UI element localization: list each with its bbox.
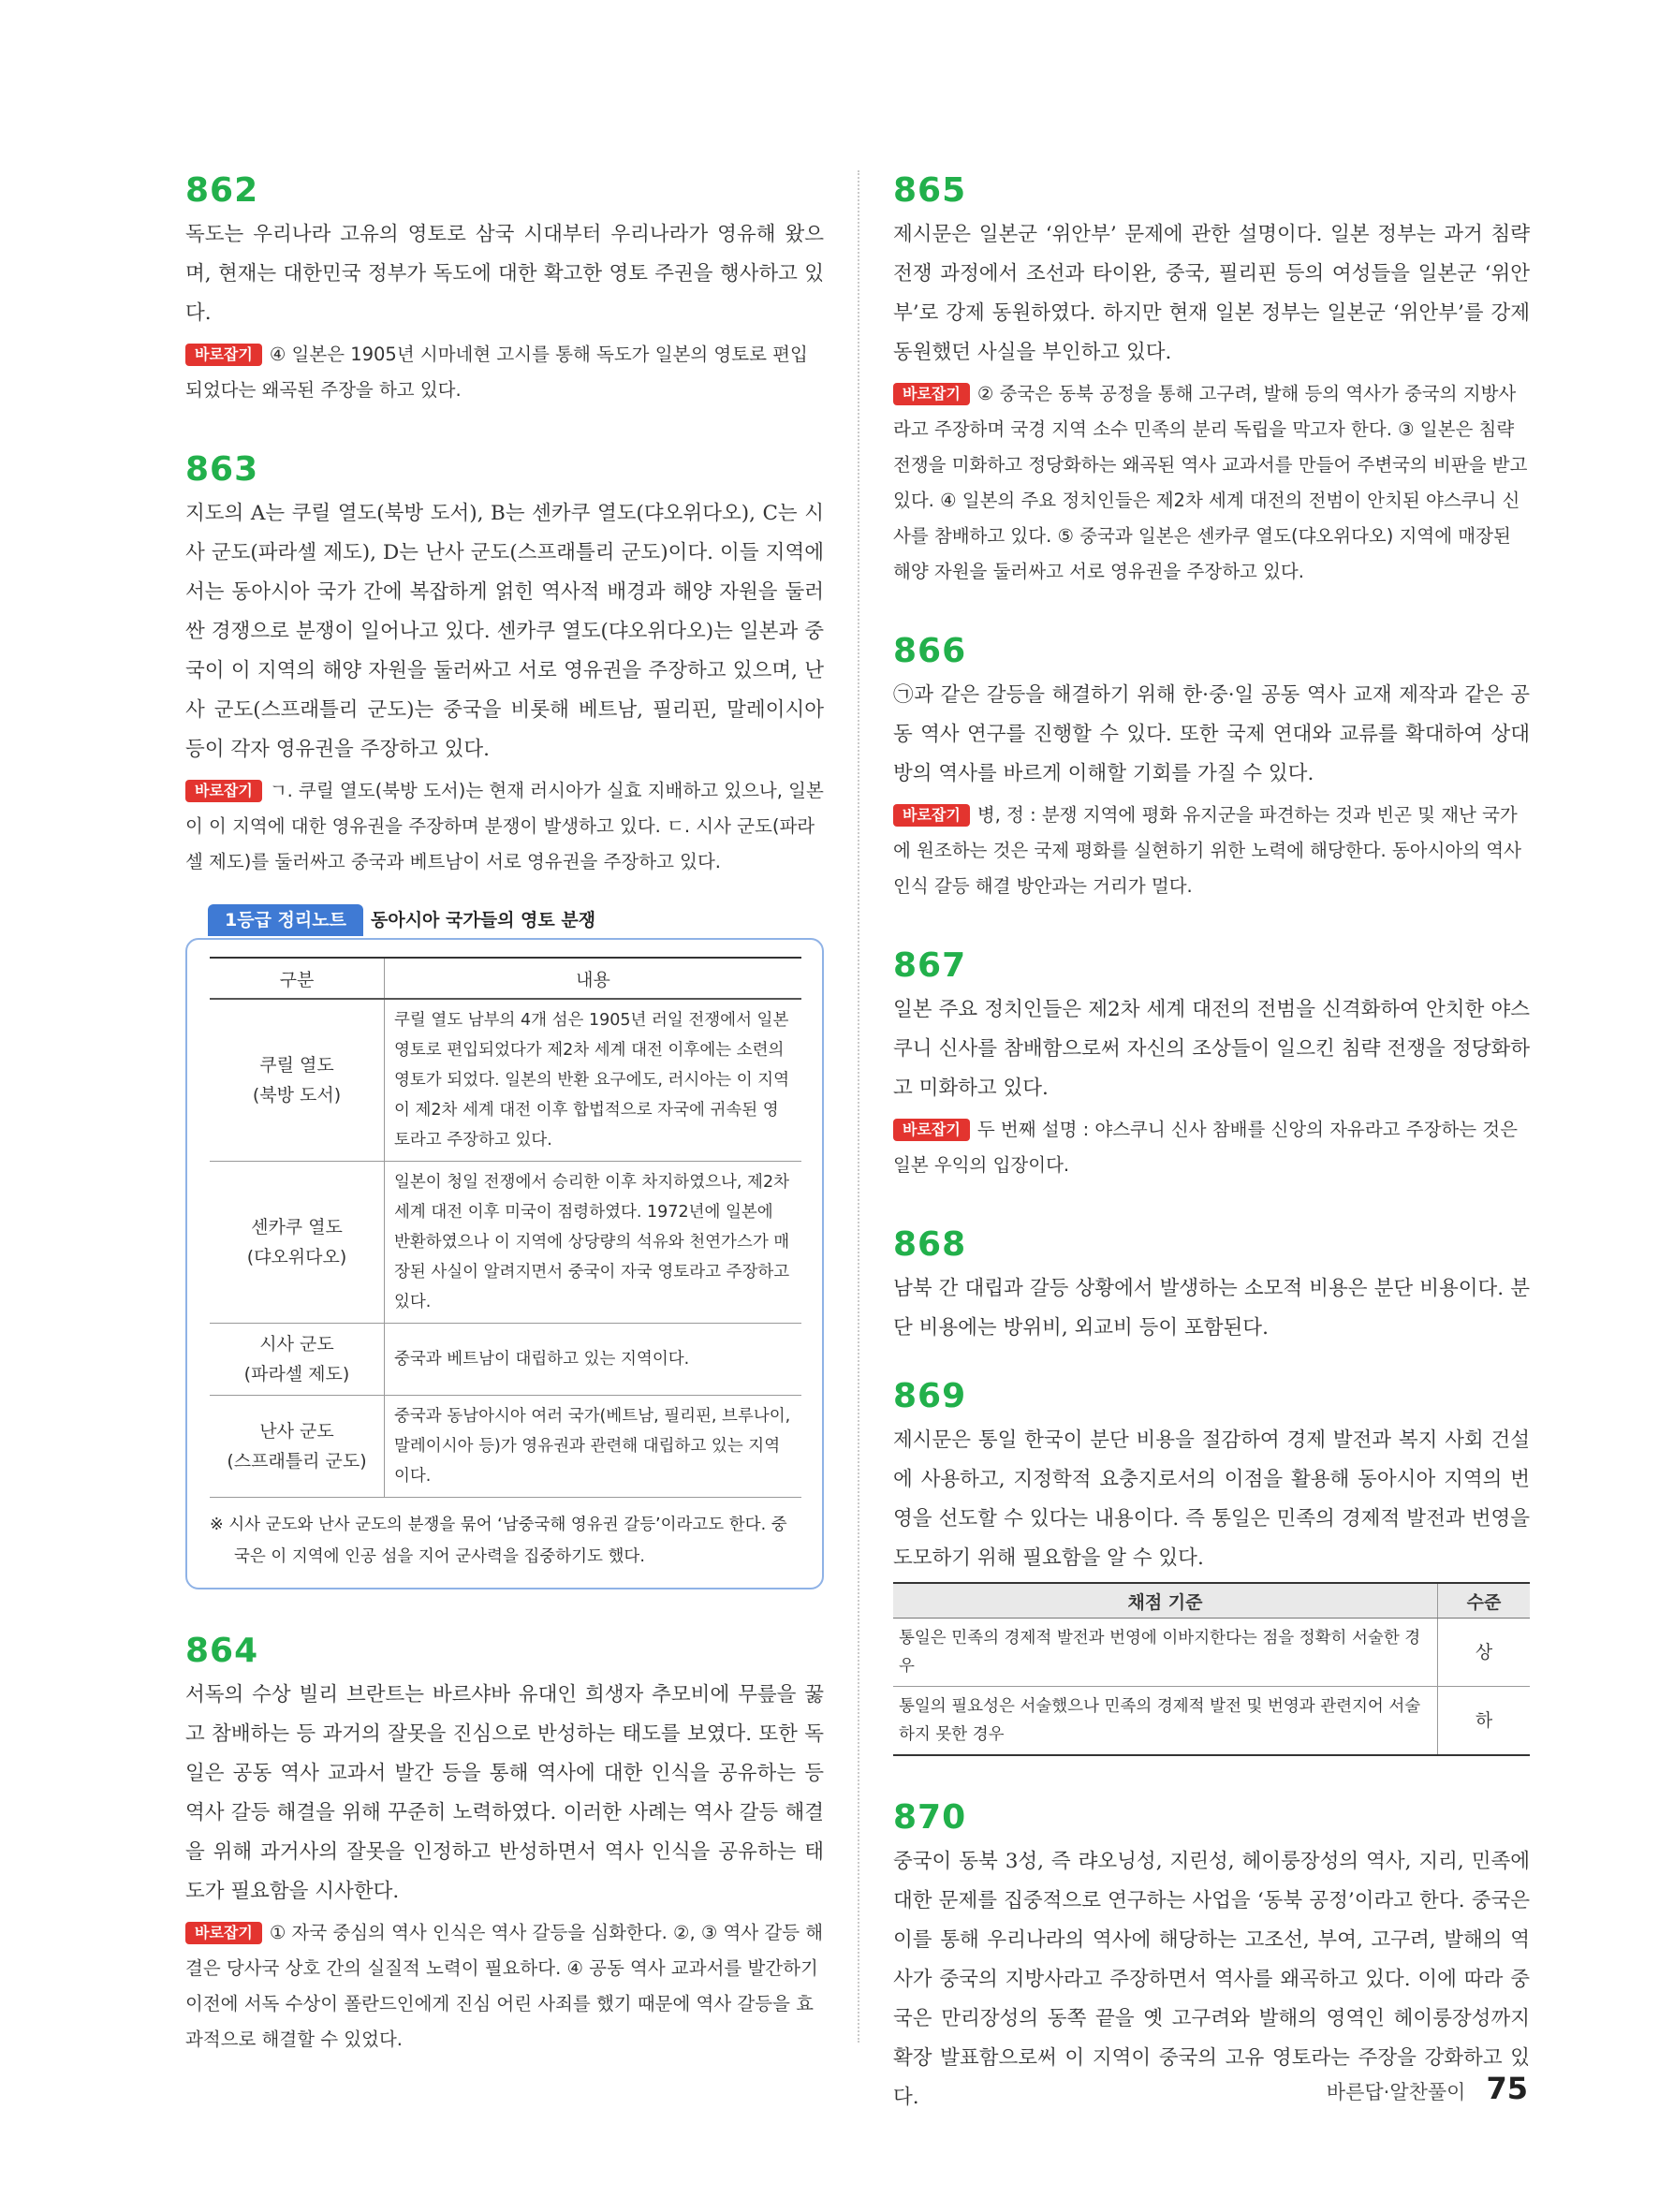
table-row	[210, 999, 801, 1162]
correction-text: ② 중국은 동북 공정을 통해 고구려, 발해 등의 역사가 중국의 지방사라고 주장하며 국경 지역 소수 민족의 분리 독립을 막고자 한다. ③ 일본은 침략 전쟁을 미화하고 정당화하는 왜곡된 역사 교과서를 만들어 주변국의 비판을 받고 있다. ④ 일본의 주요 정치인들은 제2차 세계 대전의 전범이 안치된 야스쿠니 신사를 참배하고 있다. ⑤ 중국과 일본은 센카쿠 열도(댜오위다오) 지역에 매장된 해양 자원을 둘러싸고 서로 영유권을 주장하고 있다.	[893, 383, 1528, 582]
correction-badge: 바로잡기	[185, 780, 262, 802]
summary-note-title: 동아시아 국가들의 영토 분쟁	[371, 910, 596, 930]
footer-label: 바른답·알찬풀이	[1326, 2081, 1466, 2103]
question-number: 863	[185, 450, 259, 489]
question-number: 865	[893, 171, 967, 210]
summary-note-box	[185, 938, 824, 1589]
scoring-criteria-table	[893, 1582, 1530, 1756]
table-row	[893, 1619, 1530, 1687]
correction-note	[893, 376, 1530, 590]
correction-text: 두 번째 설명 : 야스쿠니 신사 참배를 신앙의 자유라고 주장하는 것은 일본 우익의 입장이다.	[893, 1119, 1518, 1176]
column-header-key: 구분	[210, 958, 385, 999]
answer-explanation: 독도는 우리나라 고유의 영토로 삼국 시대부터 우리나라가 영유해 왔으며, 현재는 대한민국 정부가 독도에 대한 확고한 영토 주권을 행사하고 있다.	[185, 223, 824, 325]
correction-badge: 바로잡기	[893, 383, 970, 405]
question-number: 870	[893, 1798, 967, 1837]
answer-863	[185, 449, 824, 880]
summary-note	[185, 904, 824, 1589]
row-key: 쿠릴 열도 (북방 도서)	[210, 999, 385, 1162]
answer-explanation: 서독의 수상 빌리 브란트는 바르샤바 유대인 희생자 추모비에 무릎을 꿇고 참배하는 등 과거의 잘못을 진심으로 반성하는 태도를 보였다. 또한 독일은 공동 역사 교과서 발간 등을 통해 역사에 대한 인식을 공유하는 등 역사 갈등 해결을 위해 꾸준히 노력하였다. 이러한 사례는 역사 갈등 해결을 위해 과거사의 잘못을 인정하고 반성하면서 역사 인식을 공유하는 태도가 필요함을 시사한다.	[185, 1683, 824, 1903]
page-footer	[1327, 2071, 1528, 2106]
answer-explanation: 일본 주요 정치인들은 제2차 세계 대전의 전범을 신격화하여 안치한 야스쿠니 신사를 참배함으로써 자신의 조상들이 일으킨 침략 전쟁을 정당화하고 미화하고 있다.	[893, 998, 1530, 1100]
correction-note	[185, 773, 824, 880]
row-content: 중국과 동남아시아 여러 국가(베트남, 필리핀, 브루나이, 말레이시아 등)가 영유권과 관련해 대립하고 있는 지역이다.	[385, 1396, 802, 1498]
scoring-header-level: 수준	[1438, 1583, 1531, 1619]
scoring-level: 하	[1438, 1687, 1531, 1756]
summary-note-tab: 1등급 정리노트	[208, 904, 363, 936]
scoring-criteria: 통일은 민족의 경제적 발전과 번영에 이바지한다는 점을 정확히 서술한 경우	[893, 1619, 1438, 1687]
question-number: 868	[893, 1225, 967, 1264]
row-key: 센카쿠 열도 (댜오위다오)	[210, 1162, 385, 1324]
correction-badge: 바로잡기	[185, 1922, 262, 1944]
answer-explanation: ㉠과 같은 갈등을 해결하기 위해 한·중·일 공동 역사 교재 제작과 같은 공동 역사 연구를 진행할 수 있다. 또한 국제 연대와 교류를 확대하여 상대방의 역사를 바르게 이해할 기회를 가질 수 있다.	[893, 683, 1530, 785]
question-number: 864	[185, 1632, 259, 1670]
page-number: 75	[1486, 2071, 1528, 2106]
answer-868	[893, 1224, 1530, 1348]
answer-explanation: 남북 간 대립과 갈등 상황에서 발생하는 소모적 비용은 분단 비용이다. 분단 비용에는 방위비, 외교비 등이 포함된다.	[893, 1277, 1530, 1340]
table-row	[210, 1396, 801, 1498]
question-number: 866	[893, 632, 967, 670]
answer-864	[185, 1631, 824, 2058]
correction-text: ④ 일본은 1905년 시마네현 고시를 통해 독도가 일본의 영토로 편입되었다는 왜곡된 주장을 하고 있다.	[185, 344, 808, 401]
row-content: 일본이 청일 전쟁에서 승리한 이후 차지하였으나, 제2차 세계 대전 이후 미국이 점령하였다. 1972년에 일본에 반환하였으나 이 지역에 상당량의 석유와 천연가스가 매장된 사실이 알려지면서 중국이 자국 영토라고 주장하고 있다.	[385, 1162, 802, 1324]
question-number: 867	[893, 946, 967, 985]
answer-explanation: 지도의 A는 쿠릴 열도(북방 도서), B는 센카쿠 열도(댜오위다오), C는 시사 군도(파라셀 제도), D는 난사 군도(스프래틀리 군도)이다. 이들 지역에서는 동아시아 국가 간에 복잡하게 얽힌 역사적 배경과 해양 자원을 둘러싼 경쟁으로 분쟁이 일어나고 있다. 센카쿠 열도(댜오위다오)는 일본과 중국이 이 지역의 해양 자원을 둘러싸고 서로 영유권을 주장하고 있으며, 난사 군도(스프래틀리 군도)는 중국을 비롯해 베트남, 필리핀, 말레이시아 등이 각자 영유권을 주장하고 있다.	[185, 502, 824, 761]
table-row	[210, 1324, 801, 1396]
row-content: 중국과 베트남이 대립하고 있는 지역이다.	[385, 1324, 802, 1396]
answer-869	[893, 1376, 1530, 1756]
row-key: 난사 군도 (스프래틀리 군도)	[210, 1396, 385, 1498]
row-content: 쿠릴 열도 남부의 4개 섬은 1905년 러일 전쟁에서 일본 영토로 편입되었다가 제2차 세계 대전 이후에는 소련의 영토가 되었다. 일본의 반환 요구에도, 러시아는 이 지역이 제2차 세계 대전 이후 합법적으로 자국에 귀속된 영토라고 주장하고 있다.	[385, 999, 802, 1162]
question-number: 869	[893, 1377, 967, 1415]
territory-dispute-table	[210, 957, 801, 1498]
left-column	[185, 170, 824, 2099]
correction-note	[185, 1915, 824, 2058]
scoring-criteria: 통일의 필요성은 서술했으나 민족의 경제적 발전 및 번영과 관련지어 서술하지 못한 경우	[893, 1687, 1438, 1756]
question-number: 862	[185, 171, 259, 210]
answer-867	[893, 945, 1530, 1183]
correction-badge: 바로잡기	[893, 804, 970, 827]
answer-explanation: 제시문은 일본군 ‘위안부’ 문제에 관한 설명이다. 일본 정부는 과거 침략 전쟁 과정에서 조선과 타이완, 중국, 필리핀 등의 여성들을 일본군 ‘위안부’로 강제 동원하였다. 하지만 현재 일본 정부는 일본군 ‘위안부’를 강제 동원했던 사실을 부인하고 있다.	[893, 223, 1530, 364]
answer-865	[893, 170, 1530, 590]
correction-note	[893, 798, 1530, 904]
table-row	[210, 1162, 801, 1324]
summary-note-footnote: ※ 시사 군도와 난사 군도의 분쟁을 묶어 ‘남중국해 영유권 갈등’이라고도 한다. 중국은 이 지역에 인공 섬을 지어 군사력을 집중하기도 했다.	[210, 1516, 787, 1566]
correction-badge: 바로잡기	[893, 1119, 970, 1141]
answer-866	[893, 631, 1530, 904]
correction-text: ① 자국 중심의 역사 인식은 역사 갈등을 심화한다. ②, ③ 역사 갈등 해결은 당사국 상호 간의 실질적 노력이 필요하다. ④ 공동 역사 교과서를 발간하기 이전에 서독 수상이 폴란드인에게 진심 어린 사죄를 했기 때문에 역사 갈등을 효과적으로 해결할 수 있었다.	[185, 1922, 824, 2050]
table-row	[893, 1687, 1530, 1756]
row-key: 시사 군도 (파라셀 제도)	[210, 1324, 385, 1396]
scoring-header-criteria: 채점 기준	[893, 1583, 1438, 1619]
answer-explanation: 제시문은 통일 한국이 분단 비용을 절감하여 경제 발전과 복지 사회 건설에 사용하고, 지정학적 요충지로서의 이점을 활용해 동아시아 지역의 번영을 선도할 수 있다는 내용이다. 즉 통일은 민족의 경제적 발전과 번영을 도모하기 위해 필요함을 알 수 있다.	[893, 1428, 1530, 1570]
correction-note	[893, 1112, 1530, 1183]
column-header-content: 내용	[385, 958, 802, 999]
correction-note	[185, 337, 824, 408]
right-column	[893, 170, 1530, 2159]
correction-text: ㄱ. 쿠릴 열도(북방 도서)는 현재 러시아가 실효 지배하고 있으나, 일본이 이 지역에 대한 영유권을 주장하며 분쟁이 발생하고 있다. ㄷ. 시사 군도(파라셀 제도)를 둘러싸고 중국과 베트남이 서로 영유권을 주장하고 있다.	[185, 780, 824, 872]
answer-862	[185, 170, 824, 408]
answer-explanation: 중국이 동북 3성, 즉 랴오닝성, 지린성, 헤이룽장성의 역사, 지리, 민족에 대한 문제를 집중적으로 연구하는 사업을 ‘동북 공정’이라고 한다. 중국은 이를 통해 우리나라의 역사에 해당하는 고조선, 부여, 고구려, 발해의 역사가 중국의 지방사라고 주장하면서 역사를 왜곡하고 있다. 이에 따라 중국은 만리장성의 동쪽 끝을 옛 고구려와 발해의 영역인 헤이룽장성까지 확장 발표함으로써 이 지역이 중국의 고유 영토라는 주장을 강화하고 있다.	[893, 1850, 1530, 2109]
correction-badge: 바로잡기	[185, 344, 262, 366]
answer-870	[893, 1797, 1530, 2117]
correction-text: 병, 정 : 분쟁 지역에 평화 유지군을 파견하는 것과 빈곤 및 재난 국가에 원조하는 것은 국제 평화를 실현하기 위한 노력에 해당한다. 동아시아의 역사 인식 갈등 해결 방안과는 거리가 멀다.	[893, 804, 1521, 897]
scoring-level: 상	[1438, 1619, 1531, 1687]
column-divider	[858, 170, 859, 2043]
summary-note-header	[185, 904, 824, 938]
